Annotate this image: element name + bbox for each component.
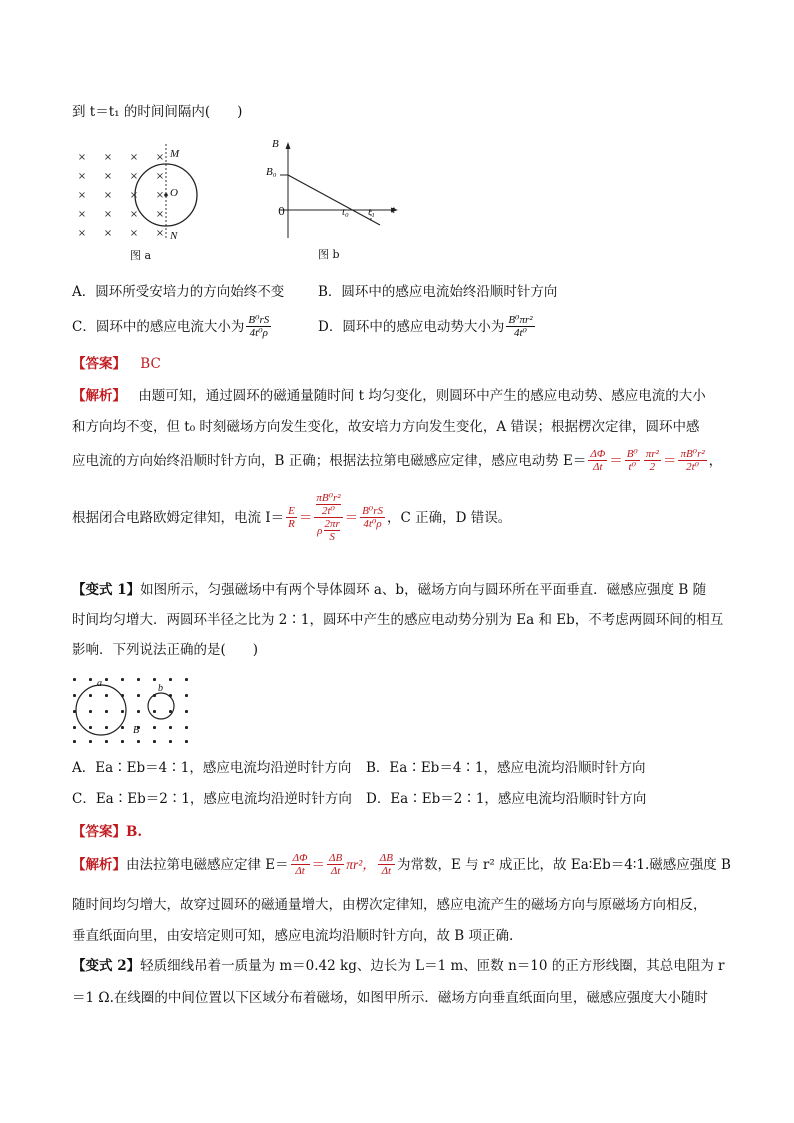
formula-g3: $\frac{\text{B⁰rS}}{\text{4t⁰ρ}}$ <box>362 505 383 530</box>
field-cross: × <box>129 228 139 239</box>
label-t0: t₀ <box>342 206 349 218</box>
label-M: M <box>170 148 180 160</box>
formula-f3: $\frac{\text{πr²}}{2}$ <box>645 448 659 473</box>
variant2-line-1 <box>72 956 725 976</box>
formula-h3: $\frac{\Delta B}{\Delta t}$ <box>379 852 393 877</box>
field-cross: × <box>103 171 113 182</box>
variant1-analysis-line-1: 【解析】 由法拉第电磁感应定律 E＝ $\frac{\Delta\Phi}{\Delta t}$ ＝ $\frac{\Delta B}{\Delta t}$ πr²， $\frac{\Delta B}{\Delta t}$ 为常数，E 与 r² 成正比，故 Ea∶Eb＝4∶1.磁感应强度 B <box>72 852 731 877</box>
variant1-analysis-label: 【解析】 <box>72 856 126 873</box>
analysis-line-2: 和方向均不变，但 t₀ 时刻磁场方向发生变化，故安培力方向发生变化，A 错误；根据楞次定律，圆环中感 <box>72 419 700 435</box>
option-D <box>318 314 537 339</box>
variant2-text-1: 轻质细线吊着一质量为 m＝0.42 kg、边长为 L＝1 m、匝数 n＝10 的正方形线圈，其总电阻为 r <box>140 958 725 974</box>
label-a: a <box>97 678 102 689</box>
field-cross: × <box>129 190 139 201</box>
option-A: A．圆环所受安培力的方向始终不变 <box>72 284 285 300</box>
figure-b <box>268 138 408 270</box>
analysis-text-1: 由题可知，通过圆环的磁通量随时间 t 均匀变化，则圆环中产生的感应电动势、感应电流的大小 <box>138 388 706 404</box>
field-cross: × <box>77 171 87 182</box>
option-C <box>72 314 273 339</box>
variant1-figure <box>70 674 195 746</box>
option-D-text: D．圆环中的感应电动势大小为 <box>318 318 505 335</box>
option-D-fraction: $\frac{\text{B⁰πr²}}{\text{4t⁰}}$ <box>508 314 533 339</box>
center-dot <box>164 193 168 197</box>
field-cross: × <box>77 152 87 163</box>
label-B-field: B <box>133 725 140 736</box>
formula-f1: $\frac{\Delta\Phi}{\Delta t}$ <box>590 448 606 473</box>
variant1-analysis-text: 由法拉第电磁感应定律 E＝ <box>126 856 289 873</box>
variant1-analysis-mid: πr²， <box>346 856 376 872</box>
option-B: B．圆环中的感应电流始终沿顺时针方向 <box>318 284 558 300</box>
field-line <box>288 175 380 225</box>
label-origin: 0 <box>278 205 285 218</box>
formula-f2: $\frac{\text{B⁰}}{\text{t⁰}}$ <box>626 448 638 473</box>
label-N: N <box>170 230 178 242</box>
variant1-line-3: 影响．下列说法正确的是( ) <box>72 642 259 658</box>
formula-h2: $\frac{\Delta B}{\Delta t}$ <box>329 852 343 877</box>
answer-label: 【答案】 <box>72 356 126 372</box>
field-cross: × <box>77 209 87 220</box>
variant1-option-C: C．Ea∶Eb＝2∶1，感应电流均沿逆时针方向 <box>72 791 352 807</box>
variant1-option-A: A．Ea∶Eb＝4∶1，感应电流均沿逆时针方向 <box>72 760 352 776</box>
field-cross: × <box>155 152 165 163</box>
label-t: t <box>392 204 396 216</box>
field-cross: × <box>103 209 113 220</box>
option-C-text: C．圆环中的感应电流大小为 <box>72 318 245 335</box>
variant1-analysis-line-3: 垂直纸面向里，由安培定则可知，感应电流均沿顺时针方向，故 B 项正确. <box>72 928 514 944</box>
field-cross: × <box>103 190 113 201</box>
figure-a-caption: 图 a <box>130 249 152 262</box>
variant1-text-1: 如图所示，匀强磁场中有两个导体圆环 a、b，磁场方向与圆环所在平面垂直．磁感应强度 B 随 <box>140 582 707 598</box>
label-O: O <box>170 187 178 199</box>
field-cross: × <box>129 209 139 220</box>
field-cross: × <box>129 152 139 163</box>
answer <box>72 354 161 374</box>
magnetic-field-crosses <box>78 152 164 239</box>
analysis-label: 【解析】 <box>72 388 126 404</box>
figure-b-caption: 图 b <box>318 248 340 261</box>
analysis-text-4: 根据闭合电路欧姆定律知，电流 I＝ <box>72 509 285 526</box>
variant1-answer: 【答案】B. <box>72 824 143 840</box>
analysis-line-3: 应电流的方向始终沿顺时针方向，B 正确；根据法拉第电磁感应定律，感应电动势 E＝ $\frac{\Delta\Phi}{\Delta t}$ ＝ $\frac{\text{B⁰}}{\text{t⁰}}$ $\frac{\text{πr²}}{2}$ ＝ $\frac{\text{πB⁰r²}}{\text{2t⁰}}$ ， <box>72 448 723 473</box>
field-cross: × <box>155 171 165 182</box>
analysis-line-1 <box>72 386 706 406</box>
label-B: B <box>272 138 279 150</box>
label-b: b <box>158 683 163 694</box>
field-cross: × <box>77 190 87 201</box>
variant1-analysis-post: 为常数，E 与 r² 成正比，故 Ea∶Eb＝4∶1.磁感应强度 B <box>396 856 731 873</box>
question-stem: 到 t＝t₁ 的时间间隔内( ) <box>72 104 243 120</box>
answer-value: BC <box>140 356 161 372</box>
field-cross: × <box>155 228 165 239</box>
variant1-line-1 <box>72 580 706 600</box>
variant2-title: 【变式 2】 <box>72 958 141 974</box>
field-cross: × <box>155 190 165 201</box>
variant2-line-2: ＝1 Ω.在线圈的中间位置以下区域分布着磁场，如图甲所示．磁场方向垂直纸面向里，磁感应强度大小随时 <box>72 990 708 1006</box>
analysis-line-4: 根据闭合电路欧姆定律知，电流 I＝ $\frac{E}{R}$ ＝ πB⁰r² 2t⁰ ρ 2πr S ＝ $\frac{\text{B⁰rS}}{\text{4t⁰ρ}}$ ，C 正确，D 错误。 <box>72 492 512 543</box>
field-cross: × <box>103 152 113 163</box>
formula-f4: $\frac{\text{πB⁰r²}}{\text{2t⁰}}$ <box>680 448 705 473</box>
variant1-analysis-line-2: 随时间均匀增大，故穿过圆环的磁通量增大，由楞次定律知，感应电流产生的磁场方向与原磁场方向相反， <box>72 897 707 913</box>
ring-a <box>76 685 126 735</box>
variant1-option-D: D．Ea∶Eb＝2∶1，感应电流均沿顺时针方向 <box>366 791 647 807</box>
variant1-title: 【变式 1】 <box>72 582 141 598</box>
label-B0: B₀ <box>266 166 277 178</box>
figure-a <box>70 140 230 270</box>
formula-h1: $\frac{\Delta\Phi}{\Delta t}$ <box>292 852 308 877</box>
analysis-text-3: 应电流的方向始终沿顺时针方向，B 正确；根据法拉第电磁感应定律，感应电动势 E＝ <box>72 452 587 469</box>
field-cross: × <box>155 209 165 220</box>
label-t1: t₁ <box>368 206 375 218</box>
variant1-option-B: B．Ea∶Eb＝4∶1，感应电流均沿顺时针方向 <box>366 760 646 776</box>
formula-g2: πB⁰r² 2t⁰ ρ 2πr S <box>316 492 341 543</box>
field-cross: × <box>129 171 139 182</box>
analysis-text-4-end: ，C 正确，D 错误。 <box>387 509 512 526</box>
ring-b <box>148 693 174 719</box>
formula-g1: $\frac{E}{R}$ <box>288 505 295 530</box>
field-cross: × <box>103 228 113 239</box>
variant1-line-2: 时间均匀增大．两圆环半径之比为 2∶1，圆环中产生的感应电动势分别为 Ea 和 Eb，不考虑两圆环间的相互 <box>72 612 724 628</box>
option-C-fraction: $\frac{\text{B⁰rS}}{\text{4t⁰ρ}}$ <box>248 314 270 339</box>
field-cross: × <box>77 228 87 239</box>
